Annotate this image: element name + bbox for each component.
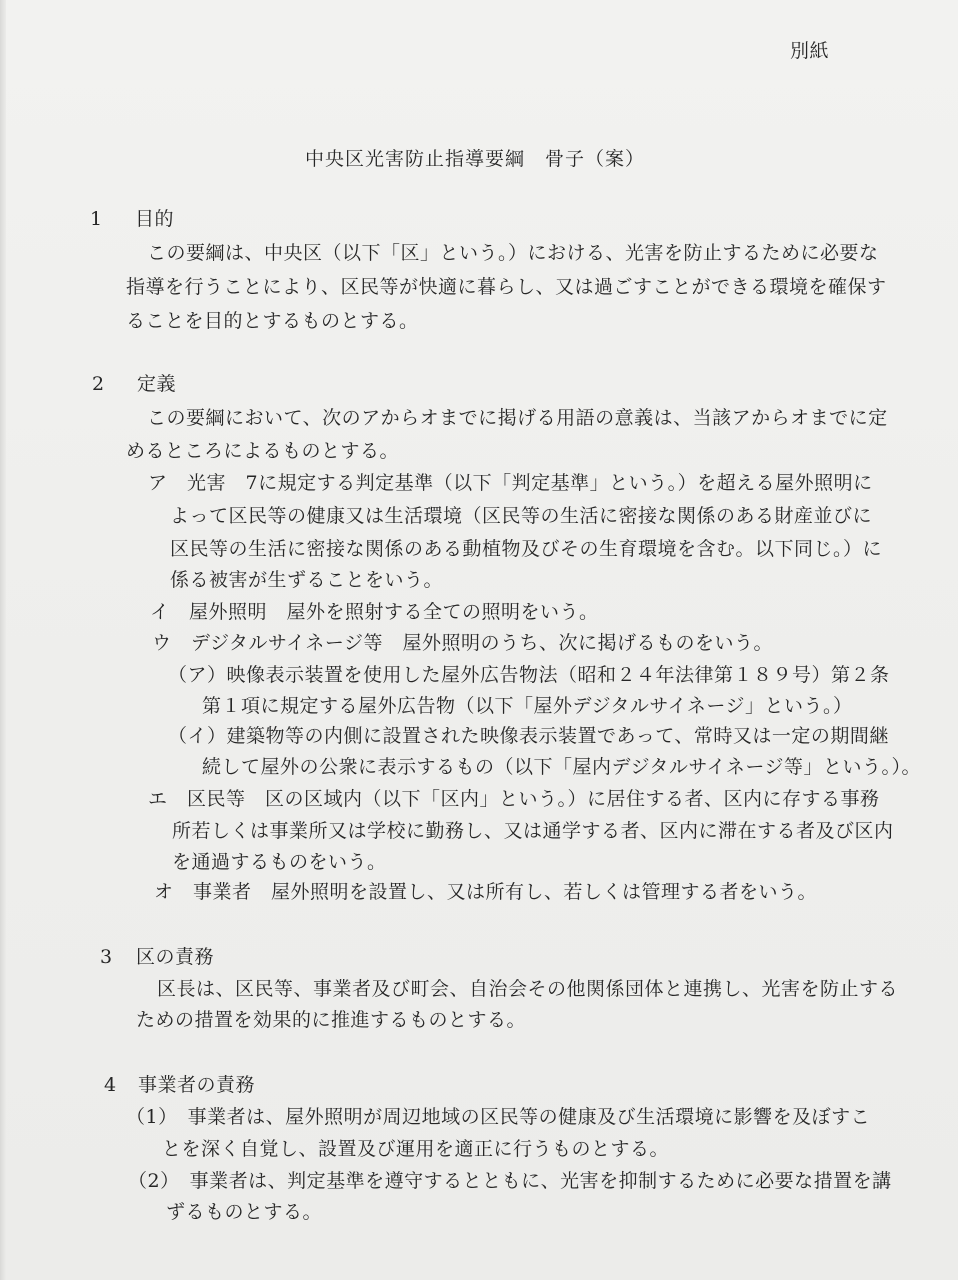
page-edge-shadow [0,0,6,1280]
text-line: ための措置を効果的に推進するものとする。 [136,1009,527,1031]
definition-item: オ 事業者 屋外照明を設置し、又は所有し、若しくは管理する者をいう。 [154,881,818,903]
section-number: 3 [100,946,113,968]
section-title: 定義 [137,373,177,395]
definition-item: エ 区民等 区の区域内（以下「区内」という。）に居住する者、区内に存する事務 [148,788,880,810]
paragraph: （1） 事業者は、屋外照明が周辺地域の区民等の健康及び生活環境に影響を及ぼすこ [126,1106,871,1128]
section-heading [104,1072,255,1098]
paragraph-cont: とを深く自覚し、設置及び運用を適正に行うものとする。 [162,1138,670,1160]
definition-cont: 所若しくは事業所又は学校に勤務し、又は通学する者、区内に滞在する者及び区内 [172,820,894,842]
definition-item: ア 光害 7に規定する判定基準（以下「判定基準」という。）を超える屋外照明に [148,472,873,494]
text-line: めるところによるものとする。 [126,440,400,462]
sub-item: （イ）建築物等の内側に設置された映像表示装置であって、常時又は一定の期間継 [168,725,889,747]
definition-item: ウ デジタルサイネージ等 屋外照明のうち、次に掲げるものをいう。 [152,632,773,654]
section-number: 1 [90,208,103,230]
paragraph: （2） 事業者は、判定基準を遵守するとともに、光害を抑制するために必要な措置を講 [128,1170,892,1192]
text-line: ることを目的とするものとする。 [126,310,419,332]
definition-cont: 区民等の生活に密接な関係のある動植物及びその生育環境を含む。以下同じ。）に [170,538,883,560]
section-heading [90,206,174,232]
definition-cont: 係る被害が生ずることをいう。 [170,569,444,591]
definition-item: イ 屋外照明 屋外を照射する全ての照明をいう。 [150,601,599,623]
definition-cont: を通過するものをいう。 [172,851,387,873]
sub-item-cont: 続して屋外の公衆に表示するもの（以下「屋内デジタルサイネージ等」という。）。 [202,756,921,778]
section-number: 2 [92,373,105,395]
attachment-label: 別紙 [790,40,830,62]
text-line: 指導を行うことにより、区民等が快適に暮らし、又は過ごすことができる環境を確保す [126,276,887,298]
text-line: この要綱において、次のアからオまでに掲げる用語の意義は、当該アからオまでに定 [147,407,888,429]
section-title: 目的 [135,208,175,230]
definition-cont: よって区民等の健康又は生活環境（区民等の生活に密接な関係のある財産並びに [170,505,873,527]
section-title: 事業者の責務 [138,1074,256,1096]
document-title: 中央区光害防止指導要綱 骨子（案） [305,148,646,170]
text-line: 区長は、区民等、事業者及び町会、自治会その他関係団体と連携し、光害を防止する [157,978,899,1000]
section-heading [100,944,214,970]
sub-item-cont: 第１項に規定する屋外広告物（以下「屋外デジタルサイネージ」という。） [202,695,853,717]
paragraph-cont: ずるものとする。 [166,1201,323,1223]
text-line: この要綱は、中央区（以下「区」という。）における、光害を防止するために必要な [147,242,879,264]
sub-item: （ア）映像表示装置を使用した屋外広告物法（昭和２４年法律第１８９号）第２条 [168,664,890,686]
section-number: 4 [104,1074,117,1096]
section-heading [92,371,176,397]
section-title: 区の責務 [136,946,215,968]
